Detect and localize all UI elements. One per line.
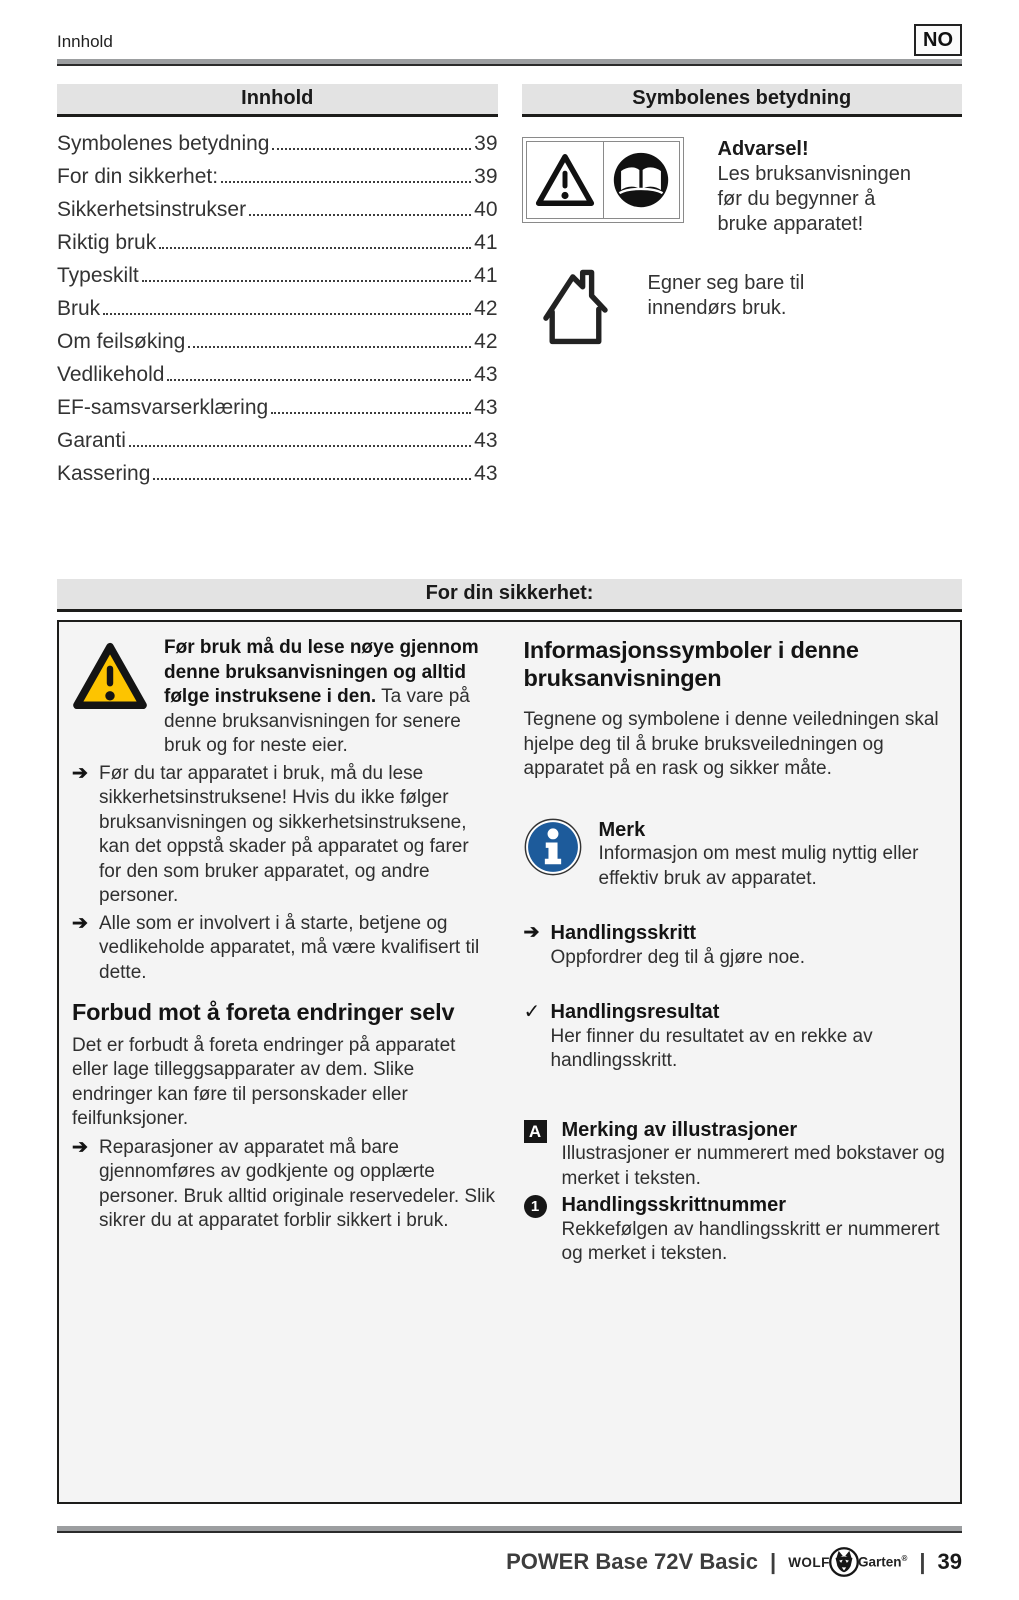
toc-title-bar: Innhold (57, 84, 498, 117)
wolf-head-icon (828, 1546, 860, 1578)
registered-mark: ® (901, 1554, 908, 1564)
safety-bullet-text: Reparasjoner av apparatet må bare gjennomføres av godkjente og opplærte personer. Bruk alltid originale reservedeler. Slik sikrer du at apparatet forblir sikkert i bruk. (99, 1136, 496, 1231)
note-title: Merk (598, 818, 646, 841)
note-body: Informasjon om mest mulig nyttig eller effektiv bruk av apparatet. (598, 843, 919, 889)
warning-symbol-text (718, 137, 911, 237)
illustration-marking-body: Illustrasjoner er nummerert med bokstaver og merket i teksten. (561, 1143, 945, 1189)
warning-triangle-outline-icon (527, 142, 603, 218)
warning-line: bruke apparatet! (717, 213, 864, 235)
toc-entry-label: Typeskilt (57, 264, 139, 287)
toc-entry-page: 42 (474, 297, 498, 320)
safety-warning-block (72, 636, 496, 759)
toc-entry-label: Symbolenes betydning (57, 132, 270, 155)
action-result-block (524, 1000, 948, 1074)
illustration-letter-marker (524, 1118, 562, 1192)
warning-triangle-yellow-icon (72, 636, 152, 759)
arrow-bullet-icon: ➔ (72, 912, 88, 934)
top-columns (57, 84, 962, 495)
safety-title-bar: For din sikkerhet: (57, 579, 962, 612)
warning-title: Advarsel! (717, 138, 809, 160)
toc-entry-page: 39 (474, 165, 498, 188)
action-result-body: Her finner du resultatet av en rekke av handlingsskritt. (550, 1025, 873, 1071)
action-step-block (524, 921, 948, 970)
safety-bullet (72, 1136, 496, 1234)
toc-entry-page: 42 (474, 330, 498, 353)
indoor-use-text (648, 271, 805, 321)
illustration-marking-block (524, 1118, 948, 1192)
safety-left-column (72, 636, 496, 1267)
safety-bullet (72, 762, 496, 909)
check-icon: ✓ (523, 1001, 541, 1023)
toc-entry (57, 330, 498, 363)
footer-rule (57, 1526, 962, 1533)
safety-bullet-text: Alle som er involvert i å starte, betjene og vedlikeholde apparatet, må være kvalifisert til dette. (99, 912, 480, 983)
toc-entry-page: 43 (474, 462, 498, 485)
page-footer (57, 1546, 962, 1578)
toc-leader (159, 247, 471, 249)
page-header (57, 0, 962, 56)
toc-entry (57, 132, 498, 165)
toc-column (57, 84, 498, 495)
indoor-line: innendørs bruk. (647, 297, 787, 319)
toc-entry-label: For din sikkerhet: (57, 165, 219, 188)
warning-symbol-box-inner (526, 141, 680, 219)
toc-leader (129, 445, 471, 447)
safety-bullet (72, 912, 496, 986)
action-step-text (551, 921, 948, 970)
note-text-block (599, 818, 948, 892)
toc-entry-page: 39 (474, 132, 498, 155)
toc-entry-page: 43 (474, 429, 498, 452)
toc-entry-label: Garanti (57, 429, 126, 452)
toc-entry (57, 363, 498, 396)
arrow-bullet-icon: ➔ (523, 922, 540, 943)
safety-warning-bold: Før bruk må du lese nøye gjennom denne bruksanvisningen og alltid følge instruksene i den. (164, 637, 479, 707)
arrow-bullet-icon: ➔ (72, 762, 88, 784)
action-step-body: Oppfordrer deg til å gjøre noe. (550, 946, 806, 968)
toc-entry-label: Bruk (57, 297, 101, 320)
toc-entry (57, 429, 498, 462)
toc-entry (57, 264, 498, 297)
toc-leader (272, 148, 471, 150)
info-symbols-heading: Informasjonssymboler i denne bruksanvisningen (523, 637, 859, 691)
toc-entry-label: EF-samsvarserklæring (57, 396, 269, 419)
logo-garten-text (858, 1554, 907, 1570)
house-icon (528, 259, 614, 350)
toc-entry-page: 41 (474, 231, 498, 254)
toc-leader (188, 346, 471, 348)
step-number-text (562, 1193, 948, 1267)
toc-leader (103, 313, 471, 315)
warning-line: Les bruksanvisningen (717, 163, 911, 185)
number-one-badge-icon: 1 (524, 1195, 547, 1218)
toc-entry-label: Riktig bruk (57, 231, 157, 254)
footer-separator: | (770, 1549, 777, 1574)
toc-leader (167, 379, 471, 381)
step-number-body: Rekkefølgen av handlingsskritt er nummerert og merket i teksten. (561, 1218, 940, 1264)
step-number-block (524, 1193, 948, 1267)
safety-warning-text (164, 636, 496, 759)
toc-entry (57, 462, 498, 495)
arrow-bullet-icon: ➔ (72, 1136, 88, 1158)
info-symbols-intro: Tegnene og symbolene i denne veiledningen skal hjelpe deg til å bruke bruksveiledningen og apparatet på en rask og sikker måte. (523, 709, 939, 779)
info-icon (524, 818, 582, 884)
toc-entry (57, 297, 498, 330)
toc-entry (57, 165, 498, 198)
toc-leader (271, 412, 471, 414)
toc-leader (249, 214, 471, 216)
safety-right-column (524, 636, 948, 1267)
toc-leader (153, 478, 471, 480)
logo-garten-word: Garten (857, 1554, 902, 1570)
symbols-column (522, 84, 963, 495)
warning-symbol-row (522, 137, 963, 237)
toc-leader (142, 280, 471, 282)
footer-page-number: 39 (937, 1549, 962, 1574)
safety-bullet-text: Før du tar apparatet i bruk, må du lese sikkerhetsinstruksene! Hvis du ikke følger bruksanvisningen og sikkerhetsinstruksene, kan det oppstå skader på apparatet og farer for den som bruker apparatet, og andre personer. (99, 762, 469, 906)
warning-symbol-box (522, 137, 684, 223)
footer-product-name: POWER Base 72V Basic (506, 1549, 759, 1574)
warning-line: før du begynner å (717, 188, 876, 210)
illustration-marking-title: Merking av illustrasjoner (561, 1118, 798, 1141)
safety-paragraph: Det er forbudt å foreta endringer på apparatet eller lage tilleggsapparater av dem. Slike endringer kan føre til personskader eller feilfunksjoner. (72, 1034, 456, 1129)
toc-entry-page: 40 (474, 198, 498, 221)
action-result-text (551, 1000, 948, 1074)
wolf-garten-logo (788, 1546, 907, 1578)
toc-entry (57, 231, 498, 264)
step-number-title: Handlingsskrittnummer (561, 1194, 786, 1216)
letter-a-badge-icon: A (524, 1120, 547, 1143)
toc-entry-page: 41 (474, 264, 498, 287)
safety-box (57, 620, 962, 1504)
action-step-title: Handlingsskritt (550, 922, 697, 944)
safety-subheading: Forbud mot å foreta endringer selv (72, 999, 455, 1025)
toc-entry-label: Vedlikehold (57, 363, 165, 386)
running-header: Innhold (57, 32, 113, 51)
header-rule (57, 59, 962, 66)
toc-list (57, 132, 498, 495)
toc-entry-label: Kassering (57, 462, 151, 485)
toc-entry-page: 43 (474, 363, 498, 386)
toc-leader (221, 181, 471, 183)
note-block (524, 818, 948, 892)
toc-entry-label: Sikkerhetsinstrukser (57, 198, 247, 221)
safety-warning-rest: Ta vare på denne bruksanvisningen for senere bruk og for neste eier. (164, 686, 470, 756)
footer-separator: | (919, 1549, 926, 1574)
action-result-title: Handlingsresultat (550, 1001, 720, 1023)
language-badge: NO (914, 24, 962, 56)
read-manual-book-icon (603, 142, 679, 218)
toc-entry-label: Om feilsøking (57, 330, 186, 353)
toc-entry (57, 396, 498, 429)
step-number-marker (524, 1193, 562, 1267)
indoor-use-row (522, 259, 963, 350)
toc-entry (57, 198, 498, 231)
illustration-marking-text (562, 1118, 948, 1192)
symbols-title-bar: Symbolenes betydning (522, 84, 963, 117)
indoor-line: Egner seg bare til (647, 272, 805, 294)
toc-entry-page: 43 (474, 396, 498, 419)
logo-wolf-text: WOLF (788, 1554, 830, 1570)
